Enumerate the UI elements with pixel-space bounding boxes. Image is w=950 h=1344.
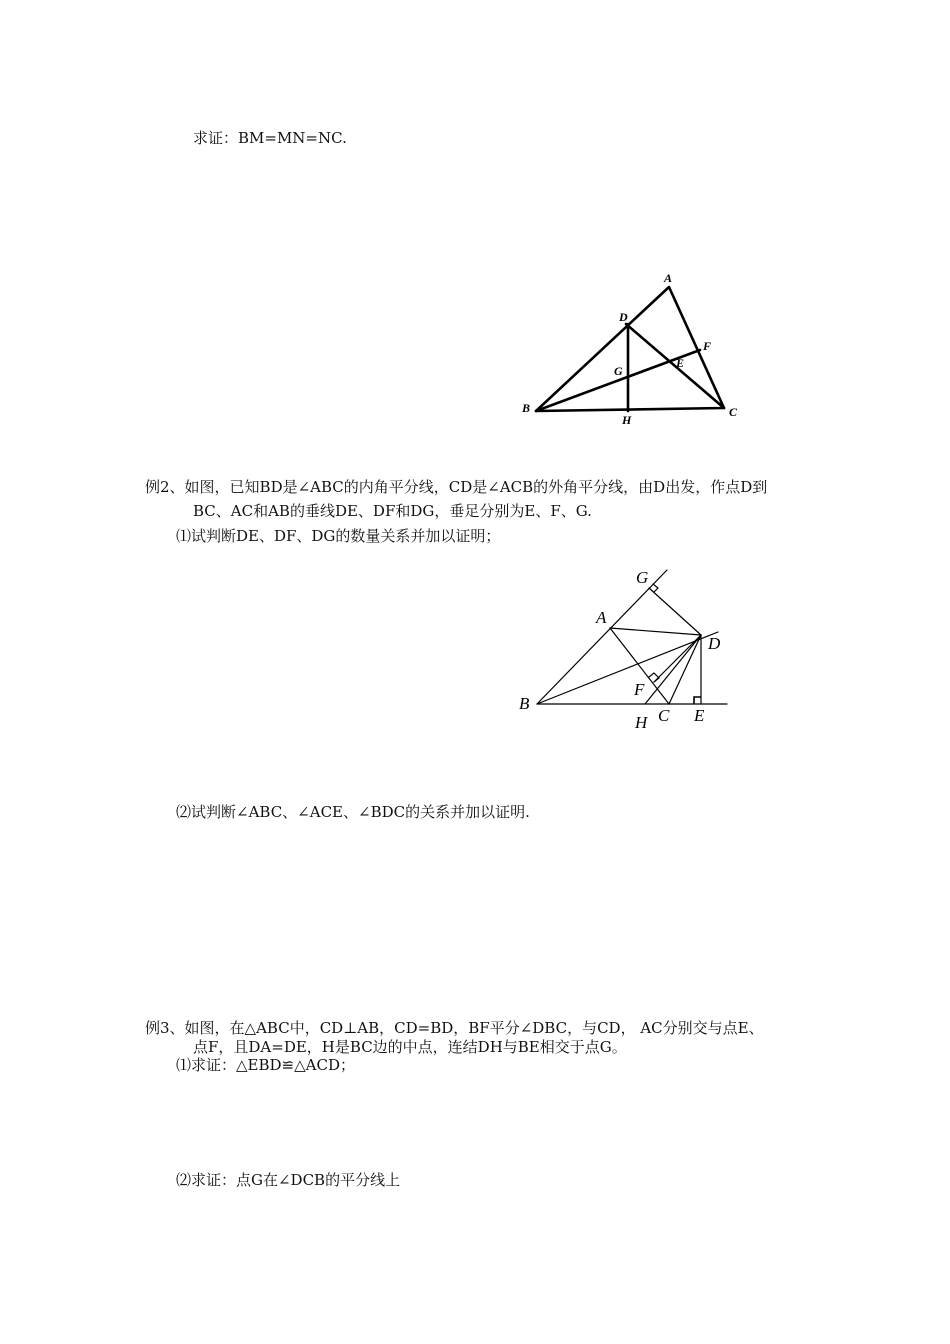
prove-statement-1: 求证：BM=MN=NC. [193, 129, 347, 147]
label-g: G [636, 568, 649, 587]
example-3-text-line-1: 例3、如图，在△ABC中，CD⊥AB，CD=BD，BF平分∠DBC，与CD， AC分别交与点E、 [145, 1019, 764, 1037]
example-2-question-1: ⑴试判断DE、DF、DG的数量关系并加以证明； [176, 527, 501, 545]
label-a: A [596, 608, 607, 627]
segment-dh [645, 635, 701, 704]
label-f: F [634, 680, 645, 699]
figure-1-triangle-diagram [510, 265, 750, 435]
example-2-text-line-1: 例2、如图，已知BD是∠ABC的内角平分线，CD是∠ACB的外角平分线，由D出发，作点D到 [145, 478, 768, 496]
segment-df [654, 635, 701, 682]
label-b: B [522, 401, 531, 415]
segment-dc [626, 324, 724, 408]
example-3-question-1: ⑴求证：△EBD≌△ACD； [176, 1056, 355, 1074]
segment-bd [537, 632, 718, 704]
label-h: H [622, 413, 632, 427]
label-c: C [729, 405, 738, 419]
right-angle-mark-e [694, 697, 701, 704]
label-f: F [703, 339, 712, 353]
label-c: C [658, 706, 670, 725]
right-angle-mark-g [653, 584, 658, 592]
segment-dg [649, 588, 701, 635]
label-h: H [635, 713, 648, 732]
label-b: B [519, 694, 530, 713]
label-e: E [694, 706, 705, 725]
ray-ba [537, 570, 667, 704]
label-e: E [676, 356, 685, 370]
example-3-text-line-2: 点F，且DA=DE，H是BC边的中点，连结DH与BE相交于点G。 [193, 1038, 627, 1056]
label-d: D [619, 310, 628, 324]
figure-2-angle-bisector-diagram [515, 565, 735, 735]
label-g: G [614, 364, 623, 378]
label-d: D [708, 634, 721, 653]
example-2-question-2: ⑵试判断∠ABC、∠ACE、∠BDC的关系并加以证明. [176, 803, 530, 821]
segment-ad-dashed [610, 628, 701, 635]
triangle-abc [536, 287, 724, 411]
example-3-question-2: ⑵求证：点G在∠DCB的平分线上 [176, 1171, 401, 1189]
example-2-text-line-2: BC、AC和AB的垂线DE、DF和DG，垂足分别为E、F、G. [193, 502, 592, 520]
label-a: A [664, 271, 673, 285]
